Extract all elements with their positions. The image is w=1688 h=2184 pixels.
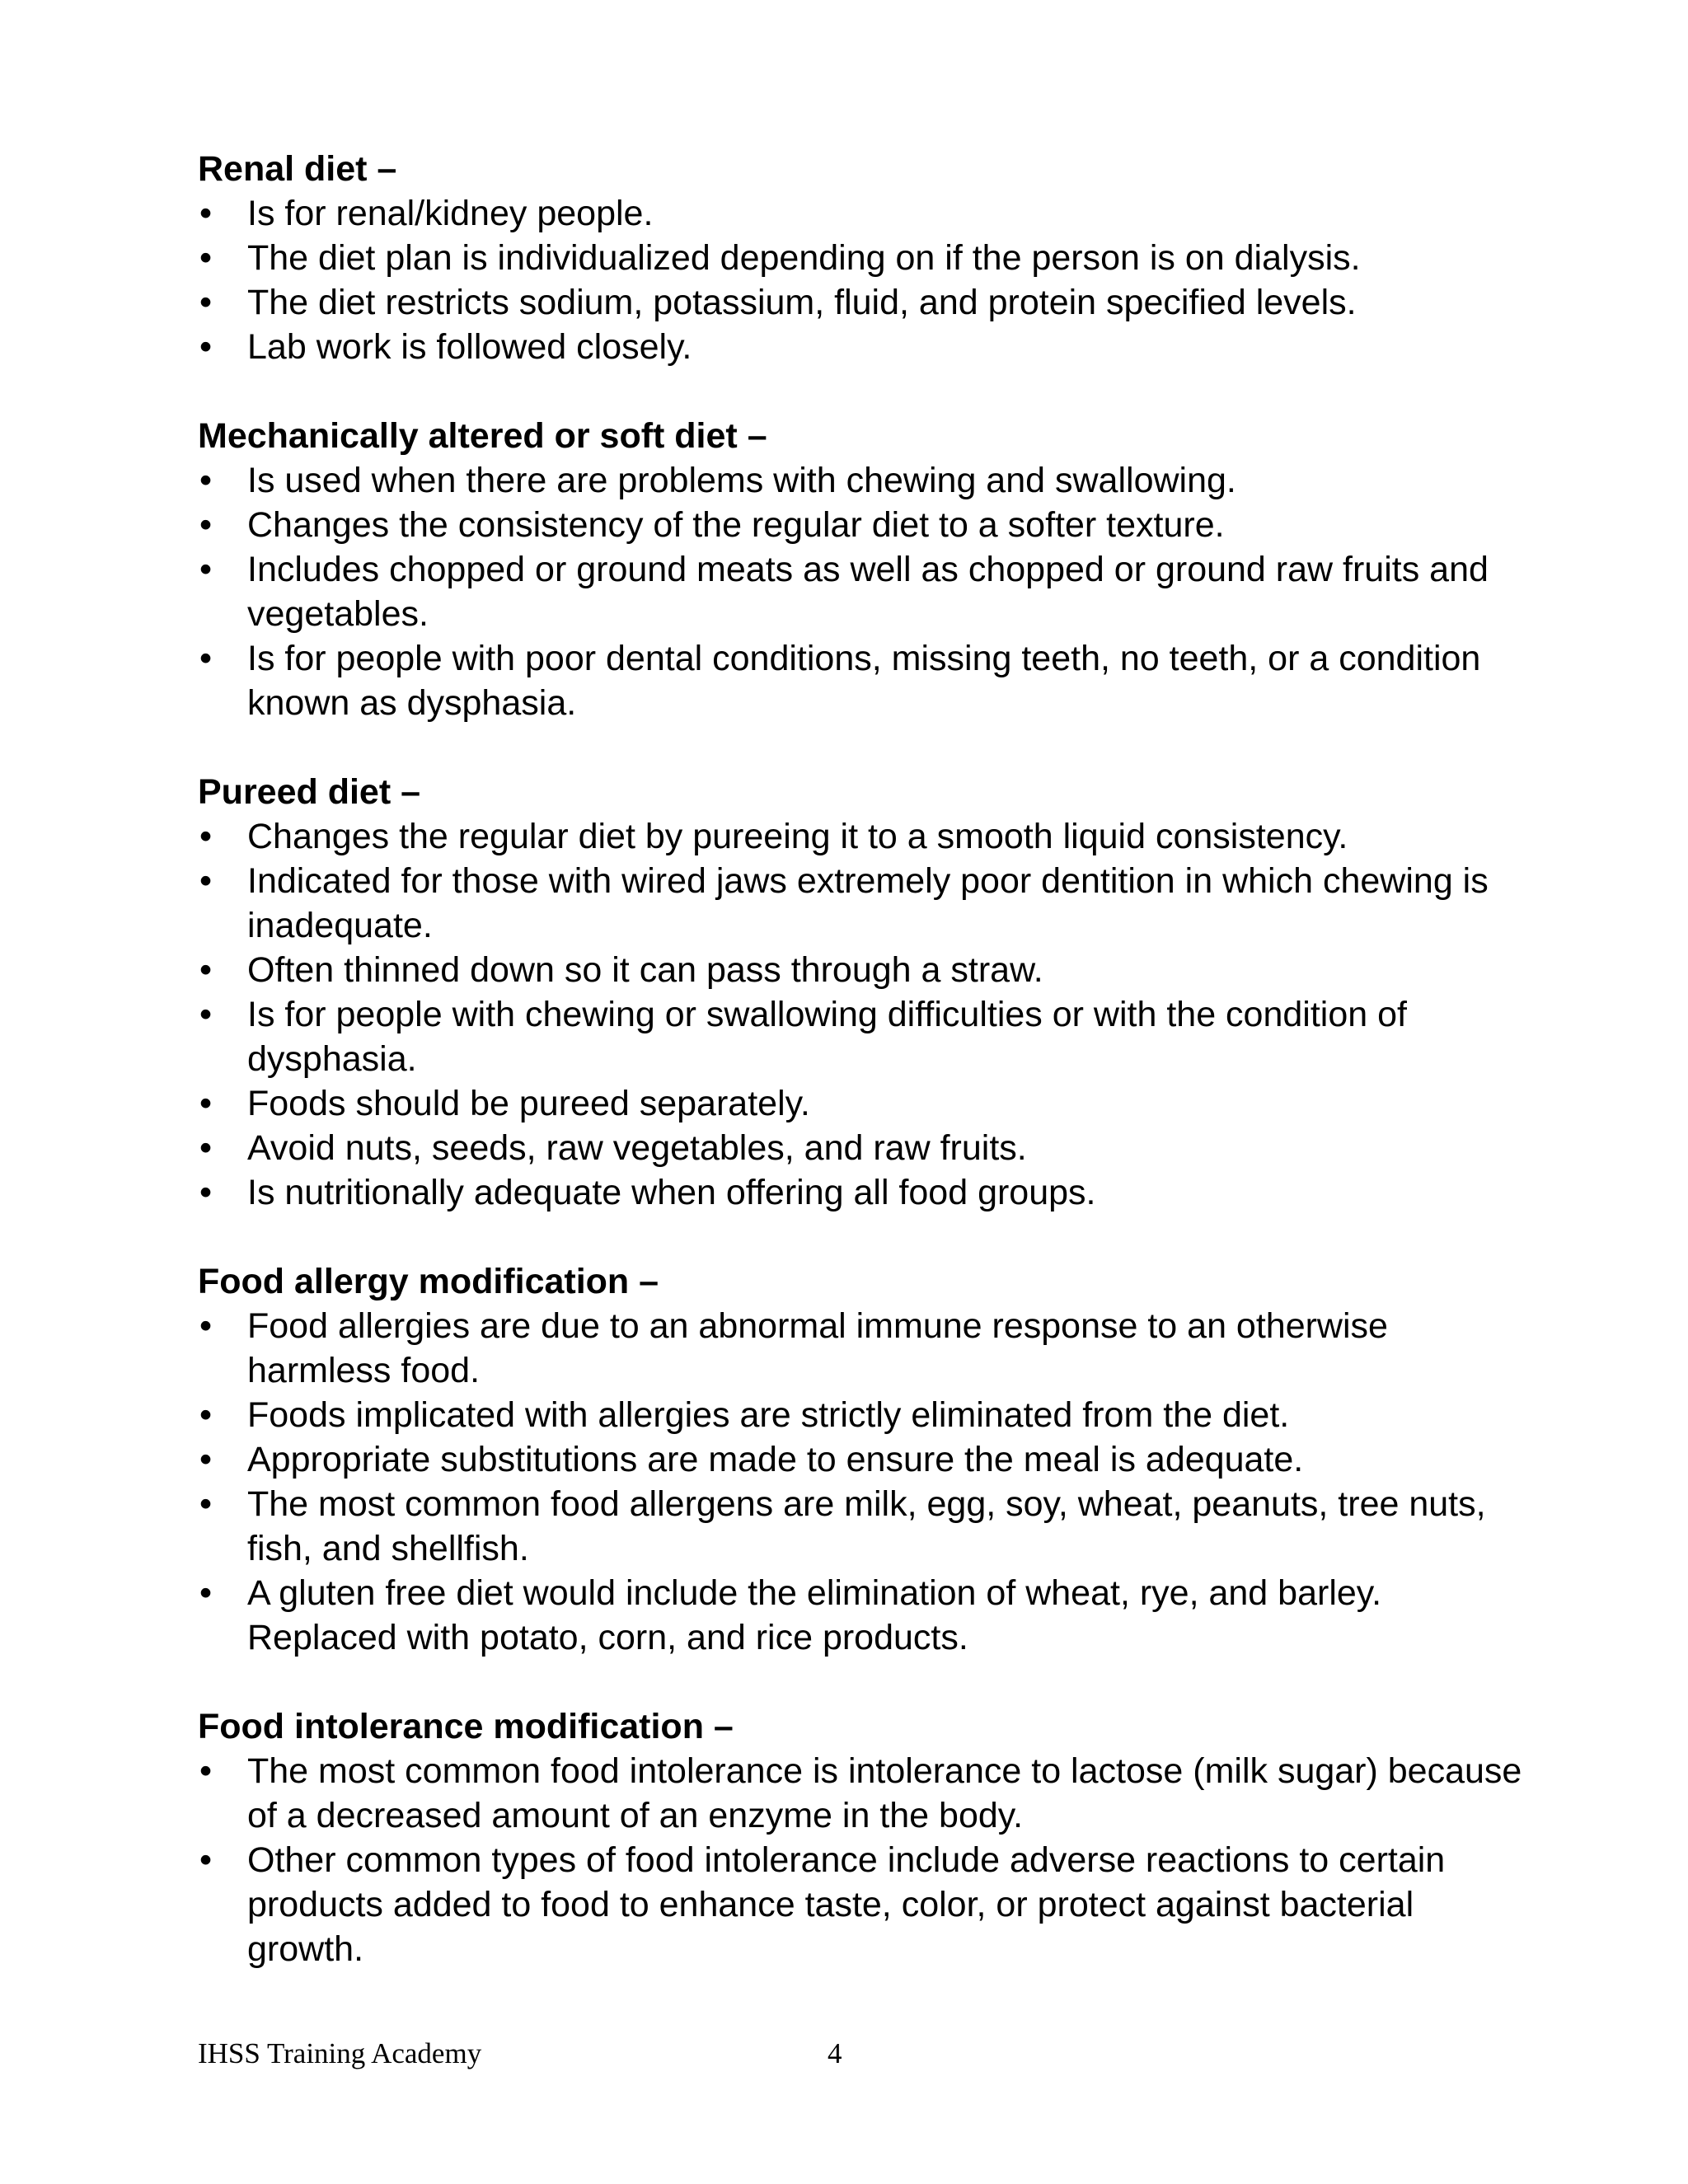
section-pureed-diet: [198, 770, 1533, 1215]
list-item: • Is for people with chewing or swallowing difficulties or with the condition of dysphasia.: [198, 992, 1533, 1081]
list-item: • Foods should be pureed separately.: [198, 1081, 1533, 1126]
footer-organization: IHSS Training Academy: [198, 2037, 482, 2069]
section-heading: Food intolerance modification –: [198, 1707, 734, 1746]
section-heading: Mechanically altered or soft diet –: [198, 416, 767, 456]
section-heading: Pureed diet –: [198, 772, 421, 812]
list-item: • Is for people with poor dental conditions, missing teeth, no teeth, or a condition known as dysphasia.: [198, 636, 1533, 725]
section-renal-diet: [198, 147, 1533, 369]
list-item: • The most common food allergens are milk, egg, soy, wheat, peanuts, tree nuts, fish, and shellfish.: [198, 1482, 1533, 1571]
list-item: • Indicated for those with wired jaws extremely poor dentition in which chewing is inadequate.: [198, 859, 1533, 948]
section-heading: Renal diet –: [198, 149, 397, 189]
list-item: • Appropriate substitutions are made to ensure the meal is adequate.: [198, 1437, 1533, 1482]
section-food-intolerance-modification: [198, 1704, 1533, 1971]
list-item: • Foods implicated with allergies are strictly eliminated from the diet.: [198, 1393, 1533, 1437]
list-item: • Changes the regular diet by pureeing it to a smooth liquid consistency.: [198, 814, 1533, 859]
page-footer: [198, 2036, 1533, 2072]
bullet-list: [198, 814, 1533, 1215]
list-item: • Food allergies are due to an abnormal immune response to an otherwise harmless food.: [198, 1304, 1533, 1393]
list-item: • The diet restricts sodium, potassium, fluid, and protein specified levels.: [198, 280, 1533, 325]
section-heading: Food allergy modification –: [198, 1262, 659, 1301]
section-food-allergy-modification: [198, 1259, 1533, 1660]
list-item: • Is for renal/kidney people.: [198, 191, 1533, 236]
list-item: • Is nutritionally adequate when offering all food groups.: [198, 1170, 1533, 1215]
list-item: • Changes the consistency of the regular diet to a softer texture.: [198, 503, 1533, 547]
bullet-list: [198, 1749, 1533, 1971]
list-item: • Often thinned down so it can pass through a straw.: [198, 948, 1533, 992]
list-item: • Other common types of food intolerance include adverse reactions to certain products added to food to enhance taste, color, or protect against bacterial growth.: [198, 1838, 1533, 1971]
list-item: • Includes chopped or ground meats as well as chopped or ground raw fruits and vegetables.: [198, 547, 1533, 636]
list-item: • Lab work is followed closely.: [198, 325, 1533, 369]
section-mechanically-altered-diet: [198, 414, 1533, 725]
list-item: • A gluten free diet would include the elimination of wheat, rye, and barley. Replaced with potato, corn, and rice products.: [198, 1571, 1533, 1660]
list-item: • The most common food intolerance is intolerance to lactose (milk sugar) because of a decreased amount of an enzyme in the body.: [198, 1749, 1533, 1838]
list-item: • The diet plan is individualized depending on if the person is on dialysis.: [198, 236, 1533, 280]
bullet-list: [198, 458, 1533, 725]
document-body: [198, 147, 1533, 2016]
bullet-list: [198, 1304, 1533, 1660]
list-item: • Avoid nuts, seeds, raw vegetables, and raw fruits.: [198, 1126, 1533, 1170]
bullet-list: [198, 191, 1533, 369]
page-number: 4: [828, 2037, 842, 2069]
list-item: • Is used when there are problems with chewing and swallowing.: [198, 458, 1533, 503]
